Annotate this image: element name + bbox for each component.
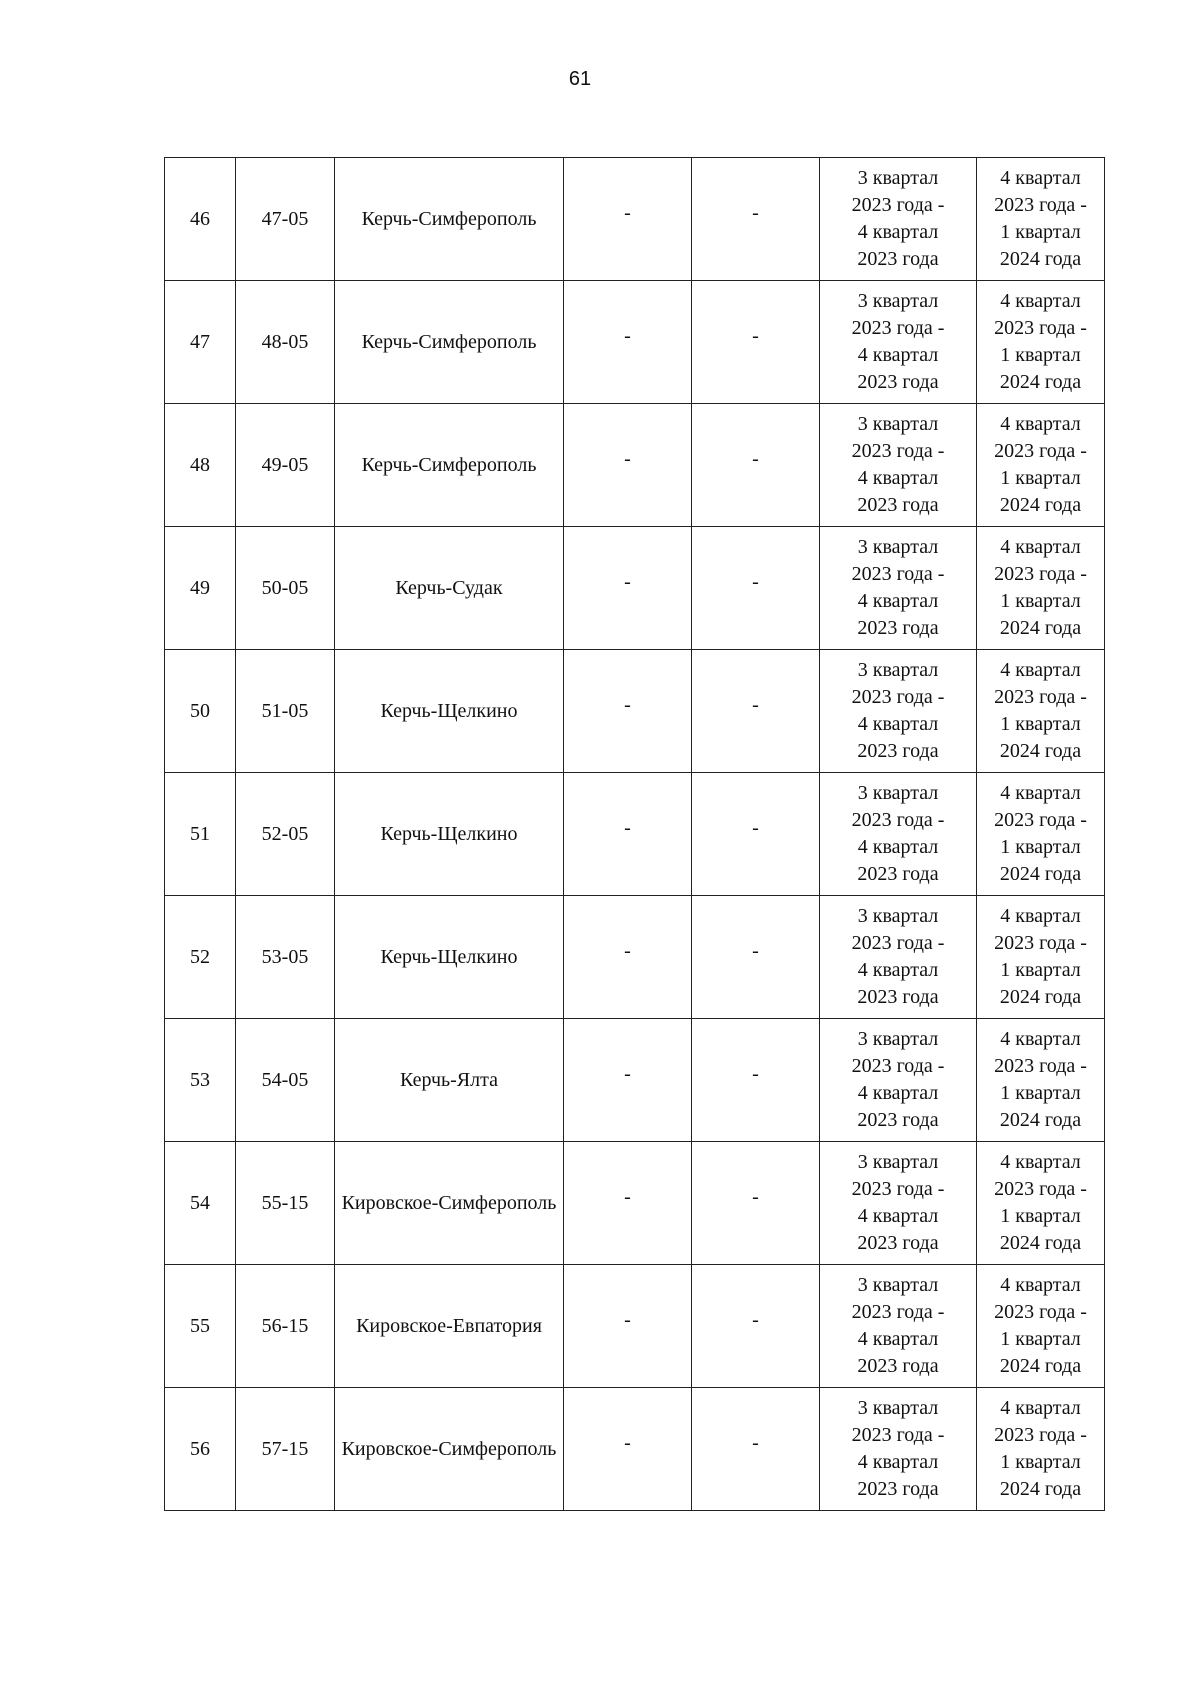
route-name: Керчь-Щелкино	[380, 945, 518, 968]
route-name: Кировское-Симферополь	[341, 1191, 557, 1214]
period-end-cell	[977, 1019, 1105, 1142]
period-end: 4 квартал 2023 года - 1 квартал 2024 года	[994, 782, 1087, 885]
route-name-cell	[335, 1142, 564, 1265]
period-end: 4 квартал 2023 года - 1 квартал 2024 года	[994, 1274, 1087, 1377]
route-name-cell	[335, 896, 564, 1019]
row-number-cell	[165, 1019, 236, 1142]
column-5-value-cell	[692, 1142, 820, 1265]
column-4-value-cell	[564, 896, 692, 1019]
period-start: 3 квартал 2023 года - 4 квартал 2023 года	[851, 536, 945, 639]
route-name-cell	[335, 281, 564, 404]
period-start: 3 квартал 2023 года - 4 квартал 2023 года	[851, 1028, 945, 1131]
row-number-cell	[165, 650, 236, 773]
route-code-cell	[236, 773, 335, 896]
table-row	[165, 896, 1105, 1019]
table-row	[165, 1142, 1105, 1265]
period-start-cell	[820, 650, 977, 773]
table-row	[165, 527, 1105, 650]
period-end: 4 квартал 2023 года - 1 квартал 2024 года	[994, 1151, 1087, 1254]
route-name: Керчь-Ялта	[400, 1068, 498, 1091]
period-start-cell	[820, 1265, 977, 1388]
route-code: 48-05	[261, 330, 309, 353]
period-start: 3 квартал 2023 года - 4 квартал 2023 года	[851, 1151, 945, 1254]
route-name-cell	[335, 650, 564, 773]
period-start-cell	[820, 158, 977, 281]
row-number-cell	[165, 404, 236, 527]
column-5-value: -	[752, 1308, 759, 1331]
column-4-value: -	[624, 324, 631, 347]
row-number: 51	[190, 822, 210, 845]
table-row	[165, 404, 1105, 527]
table-row	[165, 158, 1105, 281]
route-name-cell	[335, 527, 564, 650]
row-number: 47	[190, 330, 210, 353]
column-4-value: -	[624, 939, 631, 962]
column-5-value: -	[752, 939, 759, 962]
row-number: 46	[190, 207, 210, 230]
period-start: 3 квартал 2023 года - 4 квартал 2023 года	[851, 1397, 945, 1500]
column-5-value-cell	[692, 896, 820, 1019]
table-row	[165, 773, 1105, 896]
column-5-value: -	[752, 816, 759, 839]
row-number: 56	[190, 1437, 210, 1460]
row-number-cell	[165, 1142, 236, 1265]
route-name: Керчь-Симферополь	[361, 330, 537, 353]
column-4-value: -	[624, 816, 631, 839]
route-code: 53-05	[261, 945, 309, 968]
table-row	[165, 1265, 1105, 1388]
period-start: 3 квартал 2023 года - 4 квартал 2023 года	[851, 782, 945, 885]
page-number: 61	[568, 68, 592, 90]
column-5-value-cell	[692, 404, 820, 527]
row-number: 55	[190, 1314, 210, 1337]
row-number-cell	[165, 1265, 236, 1388]
route-code-cell	[236, 650, 335, 773]
route-code-cell	[236, 158, 335, 281]
table-row	[165, 281, 1105, 404]
route-code-cell	[236, 527, 335, 650]
column-4-value-cell	[564, 1142, 692, 1265]
table-row	[165, 1019, 1105, 1142]
column-4-value-cell	[564, 404, 692, 527]
table-body	[165, 158, 1105, 1511]
route-code-cell	[236, 281, 335, 404]
column-4-value: -	[624, 201, 631, 224]
period-end: 4 квартал 2023 года - 1 квартал 2024 года	[994, 413, 1087, 516]
column-5-value: -	[752, 324, 759, 347]
row-number-cell	[165, 896, 236, 1019]
row-number-cell	[165, 281, 236, 404]
column-4-value: -	[624, 570, 631, 593]
column-5-value: -	[752, 693, 759, 716]
period-start: 3 квартал 2023 года - 4 квартал 2023 года	[851, 1274, 945, 1377]
period-start-cell	[820, 527, 977, 650]
route-name-cell	[335, 158, 564, 281]
period-start-cell	[820, 1142, 977, 1265]
route-code: 50-05	[261, 576, 309, 599]
period-end-cell	[977, 1142, 1105, 1265]
route-code: 47-05	[261, 207, 309, 230]
row-number-cell	[165, 1388, 236, 1511]
route-name: Кировское-Симферополь	[341, 1437, 557, 1460]
route-code: 51-05	[261, 699, 309, 722]
column-4-value: -	[624, 693, 631, 716]
period-end: 4 квартал 2023 года - 1 квартал 2024 года	[994, 536, 1087, 639]
column-5-value-cell	[692, 1265, 820, 1388]
column-4-value-cell	[564, 527, 692, 650]
route-code-cell	[236, 404, 335, 527]
period-end: 4 квартал 2023 года - 1 квартал 2024 года	[994, 167, 1087, 270]
column-5-value-cell	[692, 281, 820, 404]
route-name: Кировское-Евпатория	[356, 1314, 542, 1337]
route-code-cell	[236, 896, 335, 1019]
period-end: 4 квартал 2023 года - 1 квартал 2024 года	[994, 1397, 1087, 1500]
column-5-value: -	[752, 1185, 759, 1208]
route-code: 55-15	[261, 1191, 309, 1214]
route-name: Керчь-Симферополь	[361, 207, 537, 230]
route-name-cell	[335, 404, 564, 527]
table-row	[165, 650, 1105, 773]
route-code-cell	[236, 1142, 335, 1265]
period-start-cell	[820, 1388, 977, 1511]
row-number: 54	[190, 1191, 210, 1214]
period-end: 4 квартал 2023 года - 1 квартал 2024 года	[994, 1028, 1087, 1131]
column-4-value-cell	[564, 158, 692, 281]
period-end-cell	[977, 773, 1105, 896]
row-number-cell	[165, 527, 236, 650]
row-number: 49	[190, 576, 210, 599]
column-5-value-cell	[692, 773, 820, 896]
route-name-cell	[335, 1019, 564, 1142]
period-start-cell	[820, 773, 977, 896]
row-number-cell	[165, 158, 236, 281]
column-4-value: -	[624, 1062, 631, 1085]
column-4-value: -	[624, 447, 631, 470]
period-start-cell	[820, 281, 977, 404]
table-row	[165, 1388, 1105, 1511]
period-end-cell	[977, 158, 1105, 281]
route-code-cell	[236, 1388, 335, 1511]
period-start: 3 квартал 2023 года - 4 квартал 2023 года	[851, 905, 945, 1008]
row-number: 53	[190, 1068, 210, 1091]
route-code: 54-05	[261, 1068, 309, 1091]
column-5-value: -	[752, 447, 759, 470]
period-end-cell	[977, 404, 1105, 527]
period-end-cell	[977, 1265, 1105, 1388]
route-code: 52-05	[261, 822, 309, 845]
column-5-value: -	[752, 570, 759, 593]
route-name-cell	[335, 773, 564, 896]
period-start: 3 квартал 2023 года - 4 квартал 2023 года	[851, 413, 945, 516]
column-5-value: -	[752, 1062, 759, 1085]
period-end: 4 квартал 2023 года - 1 квартал 2024 года	[994, 290, 1087, 393]
period-end: 4 квартал 2023 года - 1 квартал 2024 года	[994, 659, 1087, 762]
column-5-value: -	[752, 1431, 759, 1454]
period-start-cell	[820, 896, 977, 1019]
period-end-cell	[977, 650, 1105, 773]
row-number-cell	[165, 773, 236, 896]
period-start: 3 квартал 2023 года - 4 квартал 2023 года	[851, 659, 945, 762]
column-5-value-cell	[692, 1388, 820, 1511]
column-4-value-cell	[564, 1265, 692, 1388]
column-4-value: -	[624, 1308, 631, 1331]
column-4-value-cell	[564, 281, 692, 404]
row-number: 52	[190, 945, 210, 968]
column-4-value-cell	[564, 773, 692, 896]
route-name: Керчь-Щелкино	[380, 699, 518, 722]
route-name: Керчь-Симферополь	[361, 453, 537, 476]
period-start-cell	[820, 404, 977, 527]
route-schedule-table	[164, 157, 1105, 1511]
route-code-cell	[236, 1019, 335, 1142]
column-4-value-cell	[564, 650, 692, 773]
period-end-cell	[977, 896, 1105, 1019]
period-end-cell	[977, 281, 1105, 404]
row-number: 50	[190, 699, 210, 722]
route-name-cell	[335, 1265, 564, 1388]
route-code: 57-15	[261, 1437, 309, 1460]
column-5-value-cell	[692, 1019, 820, 1142]
column-5-value-cell	[692, 527, 820, 650]
period-end: 4 квартал 2023 года - 1 квартал 2024 года	[994, 905, 1087, 1008]
route-code-cell	[236, 1265, 335, 1388]
column-4-value-cell	[564, 1019, 692, 1142]
route-code: 56-15	[261, 1314, 309, 1337]
column-5-value: -	[752, 201, 759, 224]
route-name: Керчь-Судак	[395, 576, 503, 599]
column-4-value: -	[624, 1185, 631, 1208]
period-start: 3 квартал 2023 года - 4 квартал 2023 года	[851, 167, 945, 270]
period-end-cell	[977, 1388, 1105, 1511]
column-4-value: -	[624, 1431, 631, 1454]
route-code: 49-05	[261, 453, 309, 476]
column-5-value-cell	[692, 158, 820, 281]
period-end-cell	[977, 527, 1105, 650]
period-start: 3 квартал 2023 года - 4 квартал 2023 года	[851, 290, 945, 393]
row-number: 48	[190, 453, 210, 476]
period-start-cell	[820, 1019, 977, 1142]
column-4-value-cell	[564, 1388, 692, 1511]
column-5-value-cell	[692, 650, 820, 773]
route-name: Керчь-Щелкино	[380, 822, 518, 845]
route-name-cell	[335, 1388, 564, 1511]
